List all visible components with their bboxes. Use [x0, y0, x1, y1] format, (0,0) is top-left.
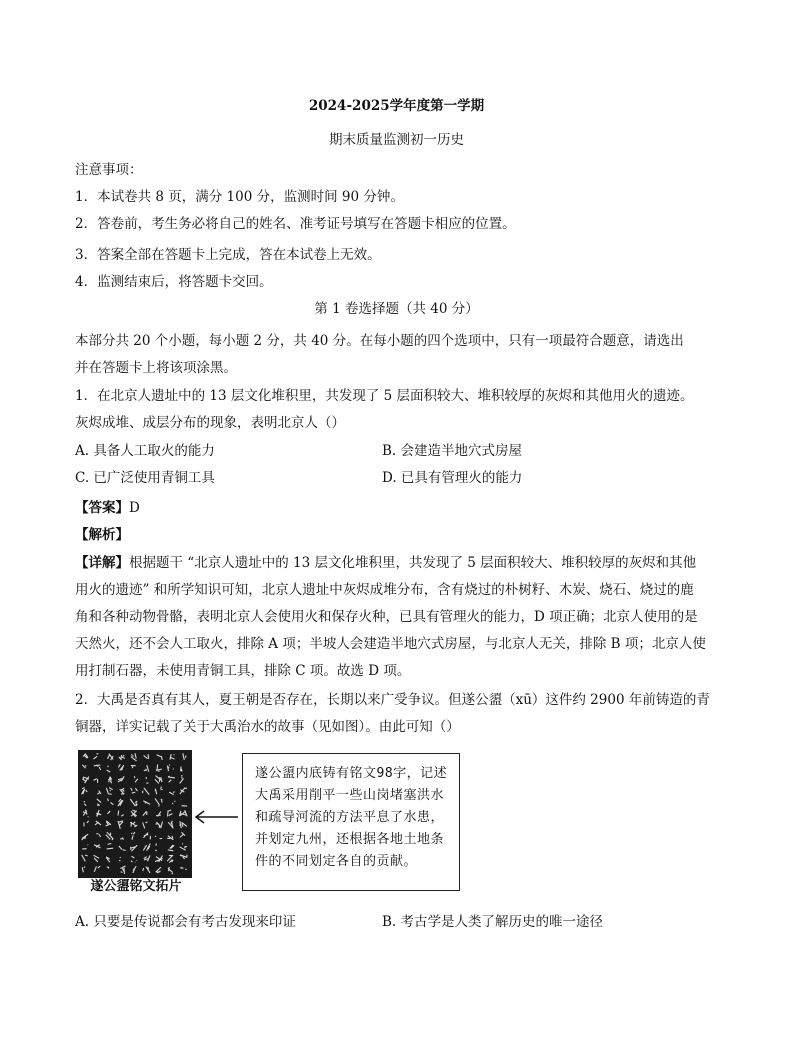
rubbing-glyph [108, 811, 111, 814]
q1-option-b: B. 会建造半地穴式房屋 [382, 443, 523, 459]
rubbing-glyph [107, 844, 114, 849]
rubbing-glyph [120, 788, 125, 794]
rubbing-glyph [84, 821, 89, 826]
rubbing-glyph [96, 834, 100, 837]
section-intro-line-2: 并在答题卡上将该项涂黑。 [75, 360, 237, 376]
rubbing-glyph [143, 811, 147, 815]
rubbing-glyph [107, 766, 111, 772]
rubbing-glyph [83, 754, 88, 759]
rubbing-glyph [168, 810, 173, 816]
rubbing-glyph [179, 810, 187, 816]
rubbing-glyph [179, 821, 187, 828]
rubbing-glyph [134, 776, 138, 782]
rubbing-glyph [156, 867, 161, 873]
rubbing-glyph [155, 776, 162, 784]
answer-label: 【答案】 [75, 500, 129, 516]
rubbing-glyph [181, 767, 182, 772]
rubbing-glyph [94, 779, 98, 783]
rubbing-glyph [131, 788, 138, 793]
rubbing-glyph [82, 867, 85, 873]
rubbing-glyph [167, 855, 173, 863]
rubbing-glyph [156, 812, 161, 817]
note-item-2: 2．答卷前，考生务必将自己的姓名、准考证号填写在答题卡相应的位置。 [75, 216, 516, 232]
detail-text-1: 根据题干 “北京人遗址中的 13 层文化堆积里，共发现了 5 层面积较大、堆积较厚的灰烬和其他 [129, 555, 697, 571]
rubbing-glyph [120, 838, 123, 840]
rubbing-glyph [82, 845, 88, 849]
note-item-3: 3．答案全部在答题卡上完成，答在本试卷上无效。 [75, 247, 381, 263]
rubbing-glyph [107, 867, 109, 869]
rubbing-glyph [131, 832, 135, 840]
rubbing-glyph [180, 788, 187, 794]
rubbing-glyph [131, 810, 137, 817]
q1-option-a: A. 具备人工取火的能力 [75, 443, 215, 459]
note-item-4: 4．监测结束后，将答题卡交回。 [75, 274, 273, 290]
q1-detail-line-3: 角和各种动物骨骼，表明北京人会使用火和保存火种，已具有管理火的能力，D 项正确；北京人使用的是 [75, 609, 698, 625]
rubbing-glyph [168, 821, 173, 829]
inscription-rubbing-image [78, 750, 192, 878]
rubbing-glyph [168, 776, 175, 782]
rubbing-glyph [155, 856, 163, 862]
rubbing-glyph [144, 754, 149, 759]
arrow-left-icon [193, 809, 239, 825]
rubbing-glyph [156, 764, 162, 771]
q1-stem-line-2: 灰烬成堆、成层分布的现象，表明北京人（） [75, 415, 345, 431]
rubbing-glyph [168, 867, 173, 874]
rubbing-glyph [97, 791, 101, 795]
rubbing-glyph [130, 799, 137, 806]
rubbing-glyph [118, 776, 124, 782]
detail-label: 【详解】 [75, 555, 129, 571]
rubbing-glyph [106, 857, 110, 862]
rubbing-glyph [144, 765, 149, 772]
q2-option-b: B. 考古学是人类了解历史的唯一途径 [382, 914, 604, 930]
q1-detail-line-5: 用打制石器，未使用青铜工具，排除 C 项。故选 D 项。 [75, 663, 411, 679]
rubbing-glyph [95, 821, 101, 825]
rubbing-glyph [167, 765, 174, 772]
rubbing-glyph [94, 855, 100, 862]
rubbing-glyph [82, 765, 86, 769]
rubbing-glyph [94, 845, 101, 848]
q1-option-d: D. 已具有管理火的能力 [382, 470, 523, 486]
rubbing-glyph [155, 798, 162, 806]
rubbing-glyph [180, 855, 187, 859]
rubbing-glyph [83, 810, 88, 818]
q1-detail-line-4: 天然火，还不会人工取火，排除 A 项；半坡人会建造半地穴式房屋，与北京人无关，排除 B 项；北京人使 [75, 636, 706, 652]
notes-heading: 注意事项： [75, 162, 143, 178]
rubbing-glyph [82, 855, 88, 861]
exam-title: 2024-2025学年度第一学期 [308, 98, 485, 114]
rubbing-glyph [133, 866, 136, 873]
rubbing-glyph [96, 810, 101, 817]
rubbing-glyph [106, 832, 114, 840]
rubbing-glyph [155, 836, 162, 839]
rubbing-glyph [106, 788, 112, 795]
rubbing-glyph [143, 822, 148, 829]
rubbing-glyph [118, 799, 123, 806]
rubbing-glyph [131, 856, 137, 862]
rubbing-glyph [118, 821, 123, 829]
q1-stem-line-1: 1．在北京人遗址中的 13 层文化堆积里，共发现了 5 层面积较大、堆积较厚的灰烬和其他用火的遗迹。 [75, 388, 694, 404]
rubbing-glyph [169, 792, 175, 795]
rubbing-glyph [106, 821, 111, 826]
exam-subtitle: 期末质量监测初一历史 [329, 132, 464, 148]
rubbing-glyph [181, 799, 187, 806]
rubbing-glyph [94, 866, 100, 872]
rubbing-glyph [131, 845, 138, 851]
rubbing-glyph [155, 844, 156, 851]
q1-option-c: C. 已广泛使用青铜工具 [75, 470, 215, 486]
rubbing-glyph [97, 799, 101, 806]
rubbing-glyph [143, 844, 150, 851]
rubbing-glyph [155, 787, 163, 794]
rubbing-glyph [181, 867, 187, 869]
rubbing-glyph [82, 834, 89, 840]
rubbing-glyph [120, 866, 125, 874]
analysis-label: 【解析】 [75, 527, 129, 543]
note-item-1: 1．本试卷共 8 页，满分 100 分，监测时间 90 分钟。 [75, 189, 404, 205]
q1-detail-line-2: 用火的遗迹” 和所学知识可知，北京人遗址中灰烬成堆分布，含有烧过的朴树籽、木炭、烧石、烧过的鹿 [75, 582, 694, 598]
rubbing-glyph [146, 777, 148, 783]
rubbing-caption: 遂公盨铭文拓片 [90, 879, 182, 894]
rubbing-glyph [168, 845, 174, 851]
rubbing-glyph [119, 755, 125, 760]
inscription-description-box: 遂公盨内底铸有铭文98字，记述大禹采用削平一些山岗堵塞洪水和疏导河流的方法平息了水患，并划定九州，还根据各地土地条件的不同划定各自的贡献。 [242, 753, 460, 891]
rubbing-glyph [183, 753, 186, 760]
rubbing-texture [78, 750, 192, 878]
rubbing-glyph [143, 801, 150, 805]
rubbing-glyph [119, 857, 120, 861]
rubbing-glyph [83, 777, 89, 784]
rubbing-glyph [170, 754, 175, 760]
rubbing-glyph [143, 867, 150, 874]
rubbing-glyph [119, 846, 126, 851]
rubbing-glyph [157, 755, 163, 760]
q1-detail-line-1 [75, 553, 696, 573]
q1-answer [75, 498, 140, 518]
q2-option-a: A. 只要是传说都会有考古发现来印证 [75, 914, 296, 930]
section-intro-line-1: 本部分共 20 个小题，每小题 2 分，共 40 分。在每小题的四个选项中，只有一项最符合题意，请选出 [75, 333, 684, 349]
rubbing-glyph [118, 764, 123, 770]
answer-value: D [129, 500, 140, 516]
rubbing-glyph [180, 776, 184, 784]
q2-figure [75, 747, 465, 899]
rubbing-glyph [118, 811, 124, 817]
rubbing-glyph [131, 765, 136, 768]
rubbing-glyph [180, 844, 188, 851]
rubbing-glyph [130, 822, 137, 827]
rubbing-glyph [131, 753, 136, 761]
rubbing-glyph [180, 832, 185, 837]
rubbing-glyph [82, 788, 88, 795]
rubbing-glyph [108, 799, 114, 805]
section-title: 第 1 卷选择题（共 40 分） [314, 301, 479, 317]
rubbing-glyph [143, 833, 150, 840]
rubbing-glyph [108, 754, 114, 760]
rubbing-glyph [156, 822, 163, 829]
rubbing-glyph [143, 788, 150, 795]
rubbing-glyph [108, 777, 111, 784]
rubbing-glyph [144, 855, 150, 861]
q2-stem-line-1: 2．大禹是否真有其人，夏王朝是否存在，长期以来广受争议。但遂公盨（xū）这件约 2900 年前铸造的青 [75, 692, 710, 708]
q2-stem-line-2: 铜器，详实记载了关于大禹治水的故事（见如图）。由此可知（） [75, 719, 460, 735]
rubbing-glyph [167, 836, 173, 840]
rubbing-glyph [173, 801, 175, 805]
rubbing-glyph [93, 754, 98, 759]
rubbing-glyph [94, 765, 101, 770]
rubbing-glyph [84, 802, 87, 806]
